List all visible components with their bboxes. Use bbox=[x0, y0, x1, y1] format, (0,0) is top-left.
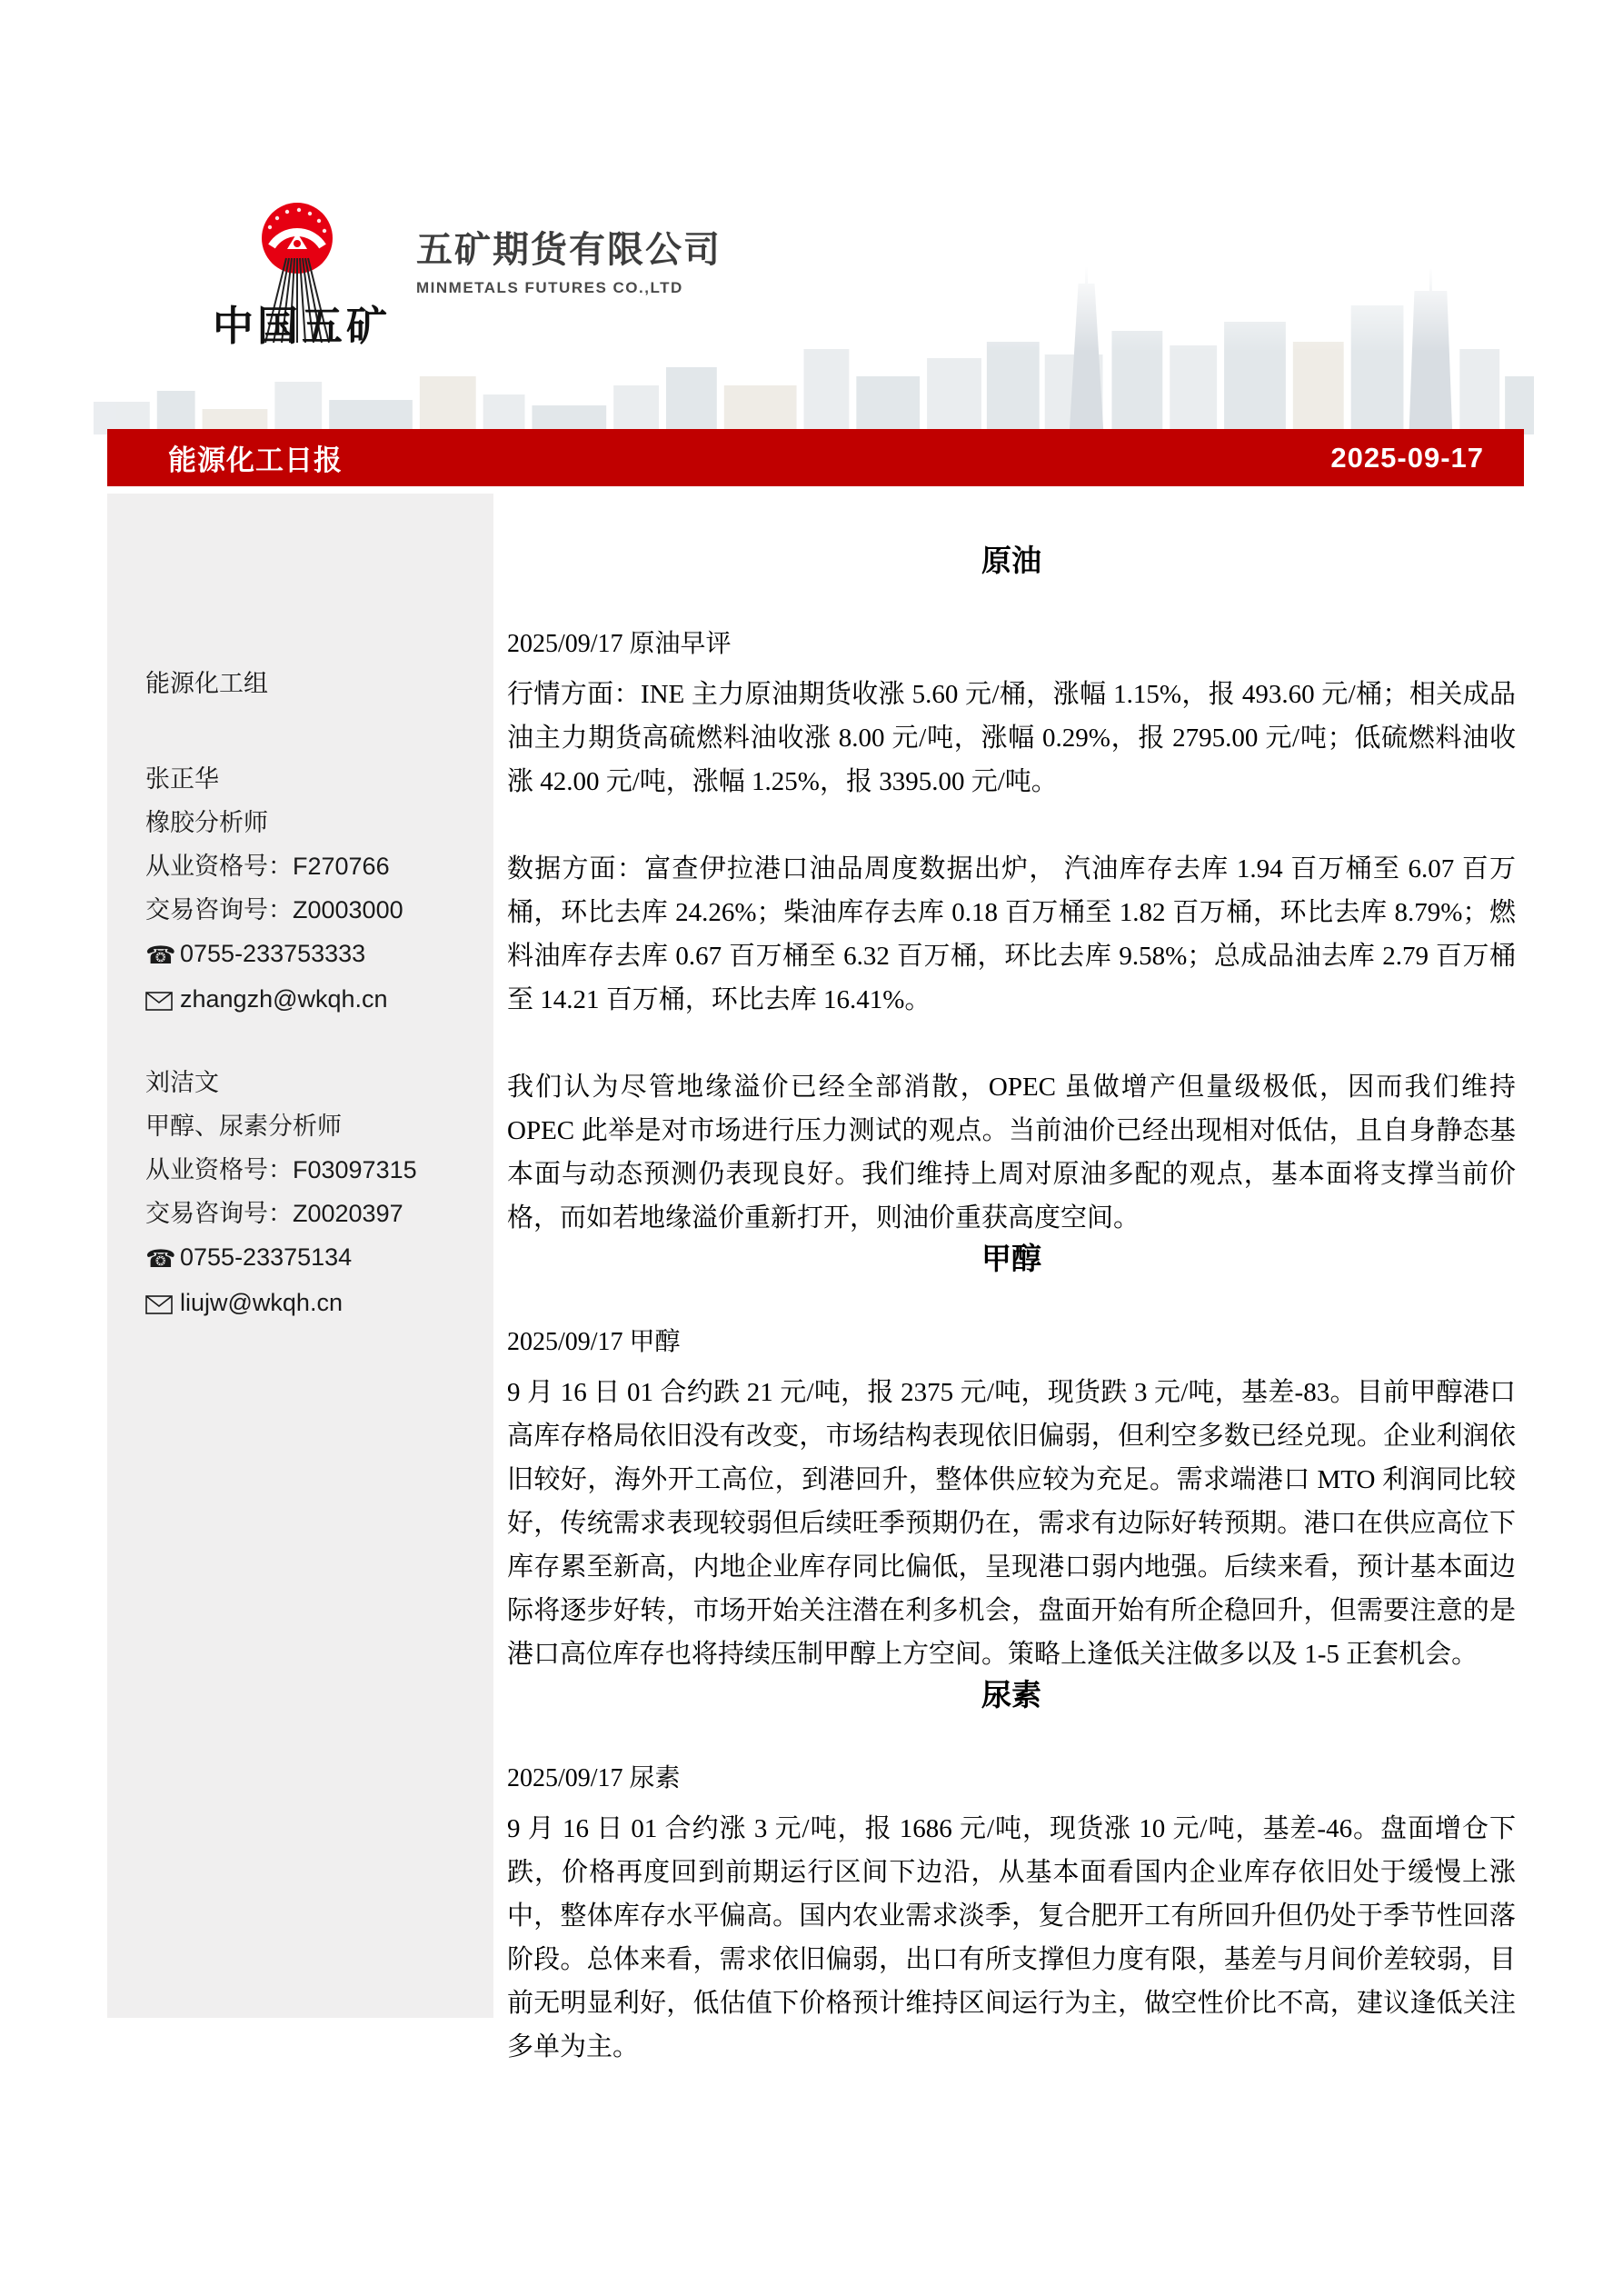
analyst-block bbox=[145, 764, 475, 1016]
report-date: 2025-09-17 bbox=[1330, 441, 1484, 474]
section-urea bbox=[507, 1676, 1516, 2069]
section-crude-oil bbox=[507, 542, 1516, 1240]
analyst-email-row bbox=[145, 983, 475, 1016]
logo-text: 中国五矿 bbox=[212, 303, 391, 349]
section-title: 甲醇 bbox=[981, 1243, 1041, 1276]
analyst-email: liujw@wkqh.cn bbox=[180, 1288, 343, 1316]
section-paragraph: 9 月 16 日 01 合约跌 21 元/吨，报 2375 元/吨，现货跌 3 元/吨，基差-83。目前甲醇港口高库存格局依旧没有改变，市场结构表现依旧偏弱，但利空多数已经兑现。企业利润依旧较好，海外开工高位，到港回升，整体供应较为充足。需求端港口 MTO 利润同比较好，传统需求表现较弱但后续旺季预期仍在，需求有边际好转预期。港口在供应高位下库存累至新高，内地企业库存同比偏低，呈现港口弱内地强。后续来看，预计基本面边际将逐步好转，市场开始关注潜在利多机会，盘面开始有所企稳回升，但需要注意的是港口高位库存也将持续压制甲醇上方空间。策略上逢低关注做多以及 1-5 正套机会。 bbox=[507, 1378, 1516, 1669]
section-date-label: 2025/09/17 尿素 bbox=[507, 1764, 681, 1792]
section-paragraph: 9 月 16 日 01 合约涨 3 元/吨，报 1686 元/吨，现货涨 10 元/吨，基差-46。盘面增仓下跌，价格再度回到前期运行区间下边沿，从基本面看国内企业库存依旧处于缓慢上涨中，整体库存水平偏高。国内农业需求淡季，复合肥开工有所回升但仍处于季节性回落阶段。总体来看，需求依旧偏弱，出口有所支撑但力度有限，基差与月间价差较弱，目前无明显利好，低估值下价格预计维持区间运行为主，做空性价比不高，建议逢低关注多单为主。 bbox=[507, 1814, 1516, 2061]
section-paragraph: 行情方面：INE 主力原油期货收涨 5.60 元/桶，涨幅 1.15%，报 493.60 元/桶；相关成品油主力期货高硫燃料油收涨 8.00 元/吨，涨幅 0.29%，报 2795.00 元/吨；低硫燃料油收涨 42.00 元/吨，涨幅 1.25%，报 3395.00 元/吨。 bbox=[507, 680, 1516, 796]
section-paragraph: 我们认为尽管地缘溢价已经全部消散，OPEC 虽做增产但量级极低，因而我们维持 OPEC 此举是对市场进行压力测试的观点。当前油价已经出现相对低估，且自身静态基本面与动态预测仍表现良好。我们维持上周对原油多配的观点，基本面将支撑当前价格，而如若地缘溢价重新打开，则油价重获高度空间。 bbox=[507, 1073, 1516, 1233]
section-date-label: 2025/09/17 甲醇 bbox=[507, 1328, 681, 1356]
analyst-phone: 0755-233753333 bbox=[180, 940, 366, 967]
analyst-sidebar bbox=[107, 494, 493, 2018]
report-banner bbox=[107, 429, 1524, 486]
analyst-email: zhangzh@wkqh.cn bbox=[180, 984, 388, 1013]
analyst-advisory: 交易咨询号：Z0020397 bbox=[145, 1199, 403, 1227]
report-content bbox=[507, 494, 1516, 2069]
analyst-name: 刘洁文 bbox=[145, 1068, 219, 1096]
analyst-email-row bbox=[145, 1287, 475, 1320]
email-icon bbox=[145, 985, 180, 1016]
team-name: 能源化工组 bbox=[145, 670, 268, 697]
report-title: 能源化工日报 bbox=[168, 444, 343, 476]
analyst-phone: 0755-23375134 bbox=[180, 1243, 353, 1271]
analyst-phone-row bbox=[145, 938, 475, 971]
analyst-block bbox=[145, 1067, 475, 1320]
analyst-cert: 从业资格号：F270766 bbox=[145, 853, 390, 880]
analyst-role: 甲醇、尿素分析师 bbox=[145, 1112, 342, 1140]
section-title: 原油 bbox=[981, 545, 1041, 578]
company-name-cn: 五矿期货有限公司 bbox=[416, 230, 722, 270]
analyst-name: 张正华 bbox=[145, 765, 219, 793]
section-title: 尿素 bbox=[981, 1680, 1041, 1712]
company-name-en: MINMETALS FUTURES CO.,LTD bbox=[416, 279, 683, 296]
analyst-phone-row bbox=[145, 1242, 475, 1274]
phone-icon: ☎ bbox=[145, 1244, 176, 1273]
section-date-label: 2025/09/17 原油早评 bbox=[507, 630, 732, 658]
section-paragraph: 数据方面：富查伊拉港口油品周度数据出炉， 汽油库存去库 1.94 百万桶至 6.07 百万桶，环比去库 24.26%；柴油库存去库 0.18 百万桶至 1.82 百万桶，环比去库 8.79%；燃料油库存去库 0.67 百万桶至 6.32 百万桶，环比去库 9.58%；总成品油去库 2.79 百万桶至 14.21 百万桶，环比去库 16.41%。 bbox=[507, 854, 1516, 1014]
email-icon bbox=[145, 1289, 180, 1320]
company-name-block bbox=[416, 221, 722, 297]
section-methanol bbox=[507, 1240, 1516, 1676]
analyst-cert: 从业资格号：F03097315 bbox=[145, 1155, 417, 1183]
analyst-role: 橡胶分析师 bbox=[145, 809, 268, 836]
analyst-advisory: 交易咨询号：Z0003000 bbox=[145, 896, 403, 923]
phone-icon: ☎ bbox=[145, 941, 176, 969]
